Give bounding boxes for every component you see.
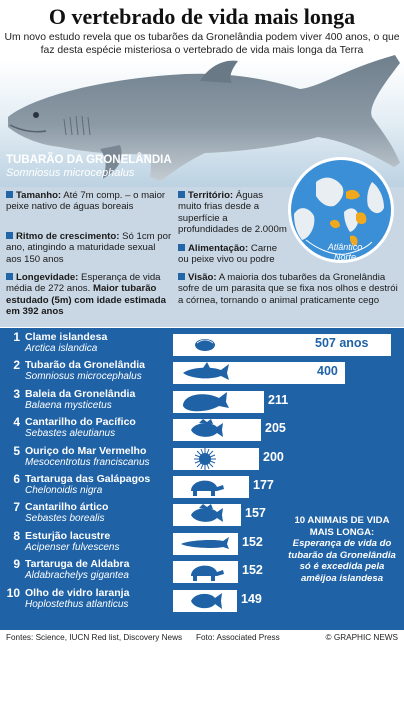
fact-territory-label: Território: xyxy=(188,190,234,201)
globe-label-line1: Atlântico xyxy=(327,242,363,252)
chart-row xyxy=(0,330,404,358)
bullet-square xyxy=(6,191,13,198)
fact-longevity-bold: Maior tubarão estudado (5m) com idade estimada em 392 anos xyxy=(6,283,166,318)
chart-bar xyxy=(173,391,264,413)
fact-growth xyxy=(6,231,172,265)
chart-scientific-name: Balaena mysticetus xyxy=(25,399,112,411)
clam-icon xyxy=(177,334,233,356)
chart-rank: 10 xyxy=(6,585,20,600)
fact-size-text: Até 7m comp. – o maior peixe nativo de águas boreais xyxy=(6,190,166,213)
chart-category-label: Esturjão lacustre xyxy=(25,529,111,542)
chart-rank: 1 xyxy=(13,330,20,344)
sturgeon-icon xyxy=(177,533,233,555)
chart-rank: 7 xyxy=(13,500,20,515)
chart-value-label: 157 xyxy=(245,506,266,521)
globe-map xyxy=(286,152,396,268)
tortoise-icon xyxy=(177,561,233,583)
chart-category-label: Cantarilho do Pacífico xyxy=(25,416,136,429)
fact-longevity-label: Longevidade: xyxy=(16,272,79,283)
chart-bar xyxy=(173,504,241,526)
fact-longevity xyxy=(6,272,172,318)
chart-category-label: Tartaruga de Aldabra xyxy=(25,558,130,571)
chart-scientific-name: Sebastes aleutianus xyxy=(25,428,116,440)
footer xyxy=(0,632,404,646)
globe-label-line2: Norte xyxy=(333,252,357,262)
chart-bar xyxy=(173,533,238,555)
chart-value-label: 211 xyxy=(268,392,289,407)
fact-vision-text: A maioria dos tubarões da Gronelândia sofre de um parasita que se fixa nos olhos e destrói a córnea, tornando o animal praticamente cego xyxy=(178,272,398,306)
shark-name: TUBARÃO DA GRONELÂNDIA xyxy=(6,154,172,166)
chart-bar xyxy=(173,448,259,470)
chart-scientific-name: Aldabrachelys gigantea xyxy=(25,570,129,582)
chart-scientific-name: Hoplostethus atlanticus xyxy=(25,598,129,610)
chart-category-label: Olho de vidro laranja xyxy=(25,586,130,599)
fact-growth-label: Ritmo de crescimento: xyxy=(16,231,120,242)
fact-size-label: Tamanho: xyxy=(16,190,62,201)
fact-territory xyxy=(178,190,288,236)
bullet-square xyxy=(6,232,13,239)
chart-value-label: 177 xyxy=(253,478,274,492)
chart-row xyxy=(0,358,404,386)
chart-rank: 3 xyxy=(13,386,20,401)
chart-value-label: 400 xyxy=(317,364,338,379)
side-note-body: Esperança de vida do tubarão da Gronelândia só é excedida pela amêijoa islandesa xyxy=(288,538,396,584)
chart-scientific-name: Acipenser fulvescens xyxy=(25,541,120,553)
chart-scientific-name: Sebastes borealis xyxy=(25,513,105,525)
footer-sources: Fontes: Science, IUCN Red list, Discovery News xyxy=(6,633,183,642)
chart-row xyxy=(0,586,404,614)
footer-photo-credit: Foto: Associated Press xyxy=(196,633,280,642)
chart-value-label: 152 xyxy=(242,534,263,549)
chart-rank: 5 xyxy=(13,443,20,458)
fact-growth-text: Só 1cm por ano, atingindo a maturidade sexual aos 150 anos xyxy=(6,231,172,265)
chart-row xyxy=(0,387,404,415)
fact-food-label: Alimentação: xyxy=(188,243,249,254)
rockfish-icon xyxy=(177,419,233,441)
bullet-square xyxy=(178,273,185,280)
chart-rank: 4 xyxy=(13,415,20,430)
bullet-square xyxy=(6,273,13,280)
chart-value-label: 152 xyxy=(242,563,263,578)
shark-icon xyxy=(177,362,233,384)
chart-category-label: Cantarilho ártico xyxy=(25,501,109,514)
fact-territory-text: Águas muito frias desde a superfície a profundidades de 2.000m xyxy=(178,190,287,236)
chart-scientific-name: Arctica islandica xyxy=(25,343,98,354)
fact-vision xyxy=(178,272,398,306)
chart-category-label: Baleia da Gronelândia xyxy=(25,387,136,400)
chart-row xyxy=(0,415,404,443)
chart-bar xyxy=(173,476,249,498)
watermark: GRAPHIC NEWS xyxy=(192,702,370,725)
fact-food-text: Carne ou peixe vivo ou podre xyxy=(178,243,278,266)
chart-row xyxy=(0,444,404,472)
chart-value-label: 205 xyxy=(265,421,286,436)
chart-rank: 6 xyxy=(13,472,20,486)
fact-size xyxy=(6,190,172,213)
chart-category-label: Ouriço do Mar Vermelho xyxy=(25,444,147,457)
chart-rank: 8 xyxy=(13,528,20,543)
chart-category-label: Tartaruga das Galápagos xyxy=(25,473,151,485)
page-subtitle: Um novo estudo revela que os tubarões da Gronelândia podem viver 400 anos, o que faz desta espécie misteriosa o vertebrado de vida mais longa da Terra xyxy=(4,32,400,56)
side-note-heading: 10 ANIMAIS DE VIDA MAIS LONGA: xyxy=(294,515,390,538)
shark-scientific-name: Somniosus microcephalus xyxy=(6,167,135,179)
page-title: O vertebrado de vida mais longa xyxy=(48,4,356,29)
chart-value-label: 507 anos xyxy=(315,336,369,350)
chart-rank: 2 xyxy=(13,358,20,373)
bullet-square xyxy=(178,191,185,198)
globe-map-graphic xyxy=(286,152,396,268)
chart-row xyxy=(0,472,404,500)
urchin-icon xyxy=(177,448,233,470)
chart-bar xyxy=(173,590,237,612)
tortoise-icon xyxy=(177,476,233,498)
chart-scientific-name: Chelonoidis nigra xyxy=(25,485,103,496)
chart-bar xyxy=(173,419,261,441)
whale-icon xyxy=(177,391,233,413)
chart-rank: 9 xyxy=(13,557,20,572)
bullet-square xyxy=(178,244,185,251)
chart-value-label: 149 xyxy=(241,591,262,606)
side-note xyxy=(288,515,396,584)
chart-value-label: 200 xyxy=(263,449,284,464)
chart-bar xyxy=(173,561,238,583)
fact-longevity-text: Esperança de vida média de 272 anos. xyxy=(6,272,161,295)
fact-vision-label: Visão: xyxy=(188,272,217,283)
chart-scientific-name: Somniosus microcephalus xyxy=(25,371,142,383)
fact-food xyxy=(178,243,290,266)
fish-icon xyxy=(177,590,233,612)
chart-category-label: Tubarão da Gronelândia xyxy=(25,359,145,372)
chart-scientific-name: Mesocentrotus franciscanus xyxy=(25,456,150,468)
chart-category-label: Clame islandesa xyxy=(25,331,108,343)
footer-copyright: © GRAPHIC NEWS xyxy=(325,633,398,642)
rockfish-icon xyxy=(177,504,233,526)
